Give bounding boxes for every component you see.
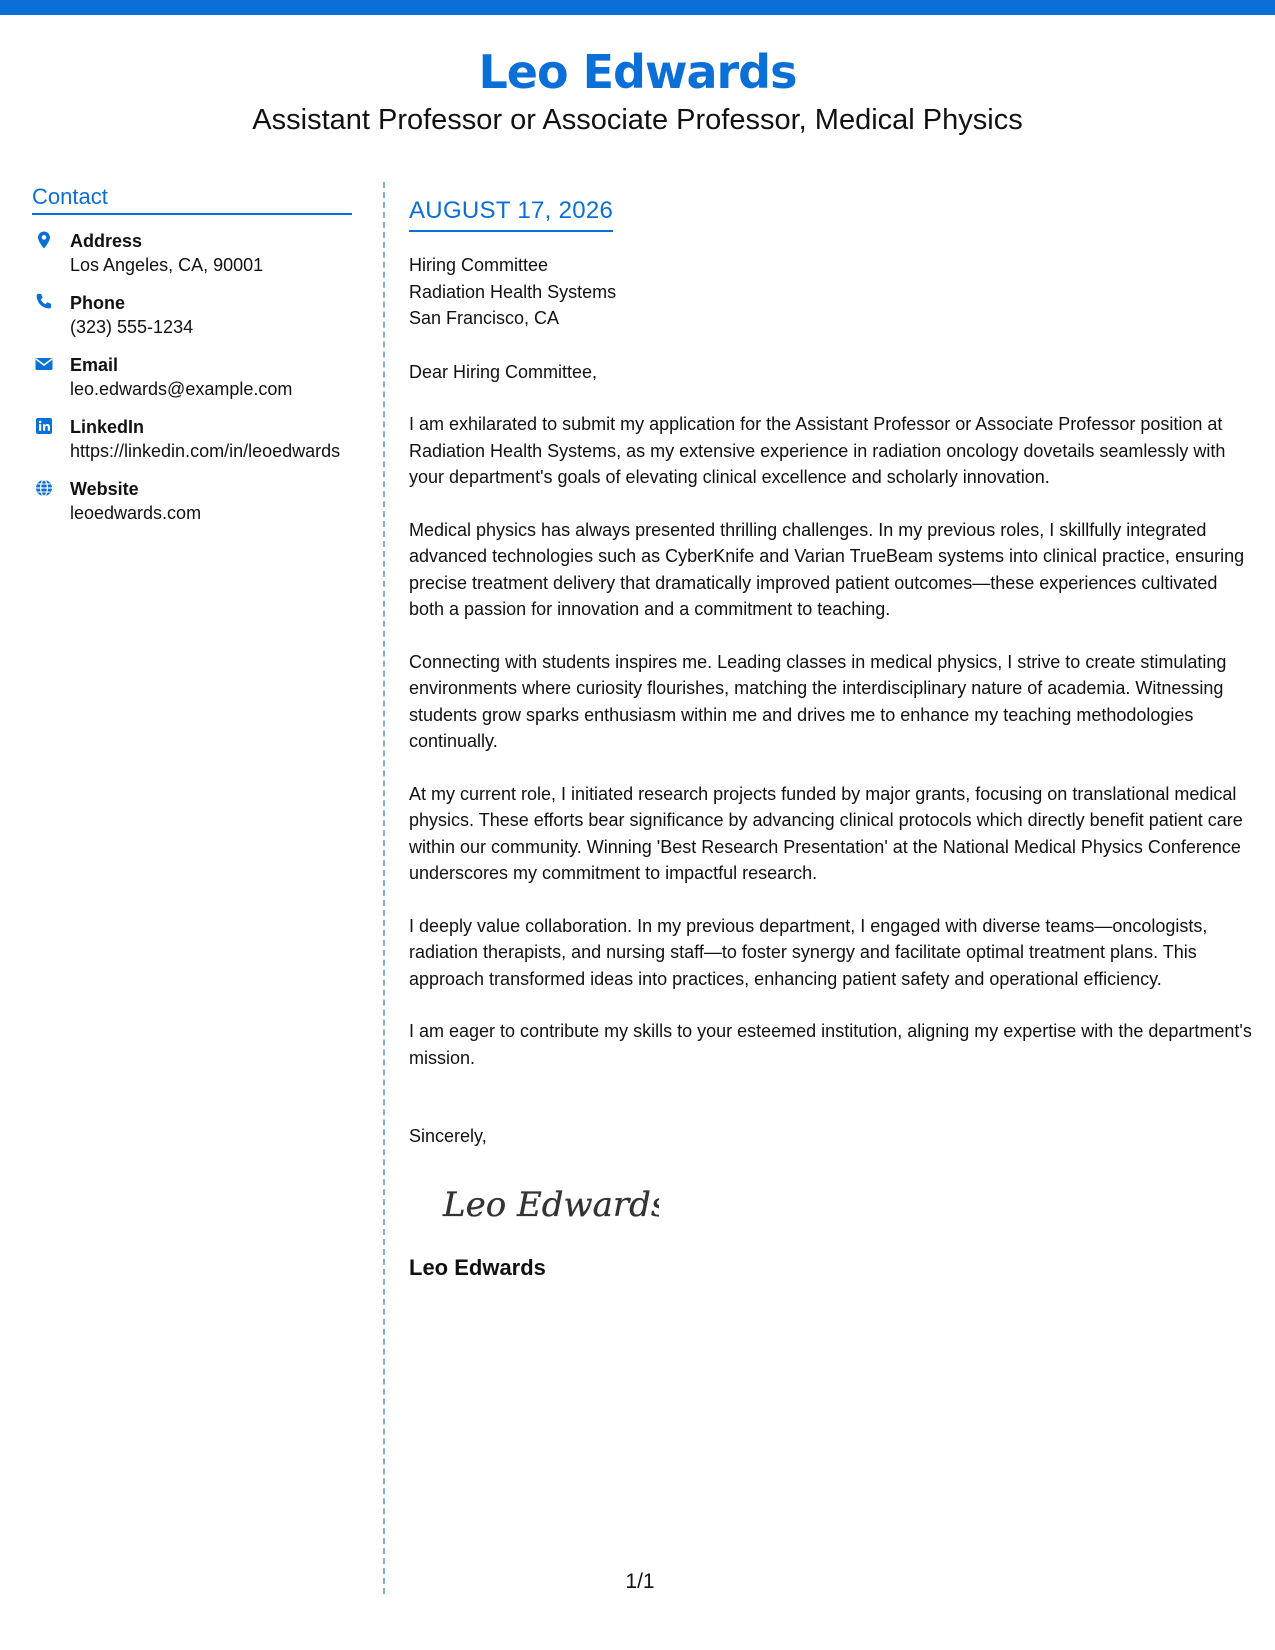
contact-item-linkedin bbox=[32, 415, 352, 463]
signature-text: Leo Edwards bbox=[443, 1184, 659, 1225]
contact-sidebar bbox=[32, 184, 352, 539]
signature-image bbox=[439, 1174, 659, 1234]
linkedin-icon bbox=[34, 416, 54, 436]
contact-heading: Contact bbox=[32, 184, 352, 215]
closing: Sincerely, bbox=[409, 1126, 487, 1146]
recipient-block bbox=[409, 252, 1255, 332]
recipient-line: Hiring Committee bbox=[409, 255, 549, 275]
page-number: 1/1 bbox=[625, 1570, 655, 1593]
map-pin-icon bbox=[34, 230, 54, 250]
top-accent-bar bbox=[0, 0, 1275, 15]
contact-label: Address bbox=[70, 231, 143, 251]
letter-paragraph: Connecting with students inspires me. Leading classes in medical physics, I strive to create stimulating environments where curiosity flourishes, matching the interdisciplinary nature of academia. Witnessing students grow sparks enthusiasm within me and drives me to enhance my teaching methodologies continually. bbox=[409, 651, 1227, 751]
handwritten-signature bbox=[439, 1174, 1255, 1234]
applicant-name: Leo Edwards bbox=[478, 45, 797, 99]
contact-item-phone bbox=[32, 291, 352, 339]
letter-paragraph: I deeply value collaboration. In my previous department, I engaged with diverse teams—oncologists, radiation therapists, and nursing staff—to foster synergy and facilitate optimal treatment plans. This approach transformed ideas into practices, enhancing patient safety and operational efficiency. bbox=[409, 915, 1208, 989]
page-header bbox=[0, 42, 1275, 138]
contact-label: Phone bbox=[70, 293, 126, 313]
column-divider bbox=[383, 182, 385, 1594]
globe-icon bbox=[34, 478, 54, 498]
contact-item-email bbox=[32, 353, 352, 401]
salutation: Dear Hiring Committee, bbox=[409, 361, 598, 382]
signed-name: Leo Edwards bbox=[409, 1254, 546, 1280]
phone-value: (323) 555-1234 bbox=[70, 317, 194, 337]
contact-item-website bbox=[32, 477, 352, 525]
contact-item-address bbox=[32, 229, 352, 277]
letter-paragraph: Medical physics has always presented thrilling challenges. In my previous roles, I skillfully integrated advanced technologies such as CyberKnife and Varian TrueBeam systems into clinical practice, ensuring precise treatment delivery that dramatically improved patient outcomes—these experiences cultivated both a passion for innovation and a commitment to teaching. bbox=[409, 519, 1245, 619]
website-value[interactable]: leoedwards.com bbox=[70, 503, 202, 523]
email-value[interactable]: leo.edwards@example.com bbox=[70, 379, 293, 399]
letter-body bbox=[409, 196, 1255, 1282]
contact-label: Website bbox=[70, 479, 139, 499]
recipient-line: San Francisco, CA bbox=[409, 308, 560, 328]
letter-date: AUGUST 17, 2026 bbox=[409, 196, 613, 232]
address-value: Los Angeles, CA, 90001 bbox=[70, 255, 264, 275]
linkedin-value[interactable]: https://linkedin.com/in/leoedwards bbox=[70, 441, 341, 461]
job-title: Assistant Professor or Associate Professor, Medical Physics bbox=[252, 104, 1023, 136]
contact-label: Email bbox=[70, 355, 119, 375]
letter-paragraph: At my current role, I initiated research projects funded by major grants, focusing on translational medical physics. These efforts bear significance by advancing clinical protocols which directly benefit patient care within our community. Winning 'Best Research Presentation' at the National Medical Physics Conference underscores my commitment to impactful research. bbox=[409, 783, 1243, 883]
letter-paragraph: I am exhilarated to submit my application for the Assistant Professor or Associate Professor position at Radiation Health Systems, as my extensive experience in radiation oncology dovetails seamlessly with your department's goals of elevating clinical excellence and scholarly innovation. bbox=[409, 414, 1226, 487]
letter-paragraph: I am eager to contribute my skills to your esteemed institution, aligning my expertise with the department's mission. bbox=[409, 1021, 1252, 1068]
contact-label: LinkedIn bbox=[70, 417, 145, 437]
recipient-line: Radiation Health Systems bbox=[409, 281, 617, 302]
phone-icon bbox=[34, 292, 54, 312]
envelope-icon bbox=[34, 354, 54, 374]
